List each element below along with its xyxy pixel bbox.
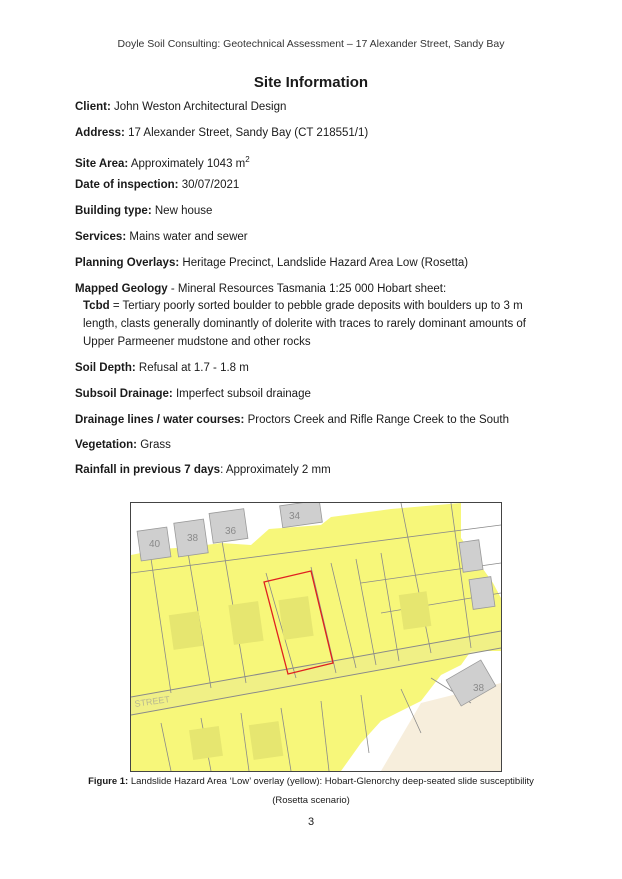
- field-value: New house: [154, 205, 213, 217]
- field-mapped-geology: [75, 281, 555, 298]
- field-label: Client:: [75, 101, 111, 113]
- field-client: [75, 99, 555, 116]
- field-water-courses: [75, 412, 555, 429]
- field-label: Soil Depth:: [75, 362, 136, 374]
- field-value: Grass: [140, 439, 171, 451]
- field-value: Approximately 1043 m: [130, 157, 246, 170]
- field-value: Proctors Creek and Rifle Range Creek to the South: [247, 414, 510, 426]
- field-soil-depth: [75, 360, 555, 377]
- lot-label: 38: [187, 533, 199, 544]
- lot-label: 38: [473, 683, 485, 694]
- field-label: Address:: [75, 127, 125, 139]
- field-value: - Mineral Resources Tasmania 1:25 000 Hobart sheet:: [167, 283, 447, 295]
- field-value: 17 Alexander Street, Sandy Bay (CT 218551/1): [128, 127, 369, 139]
- field-value: Imperfect subsoil drainage: [175, 388, 311, 400]
- field-value: 30/07/2021: [181, 179, 240, 191]
- field-label: Site Area:: [75, 157, 129, 170]
- field-vegetation: [75, 437, 555, 454]
- field-label: Drainage lines / water courses:: [75, 414, 245, 426]
- field-label: Planning Overlays:: [75, 257, 180, 269]
- field-rainfall: [75, 462, 555, 479]
- field-inspection: [75, 177, 555, 194]
- field-building-type: [75, 203, 555, 220]
- field-site-area: [75, 151, 555, 173]
- field-value: John Weston Architectural Design: [113, 101, 287, 113]
- map-graphic: [131, 503, 501, 771]
- field-value: Refusal at 1.7 - 1.8 m: [138, 362, 249, 374]
- field-superscript: 2: [245, 155, 250, 164]
- geology-detail: [83, 297, 553, 351]
- street-label: STREET: [133, 694, 171, 709]
- page-number: 3: [307, 816, 315, 828]
- figure-caption: [60, 772, 562, 810]
- field-label: Vegetation:: [75, 439, 137, 451]
- field-value: : Approximately 2 mm: [220, 464, 331, 476]
- page-title: Site Information: [253, 74, 369, 91]
- geology-description: = Tertiary poorly sorted boulder to pebble grade deposits with boulders up to 3 m length, clasts generally dominantly of dolerite with traces to rarely dominant amounts of Upper Parmeener mudstone and other rocks: [83, 300, 526, 348]
- field-label: Rainfall in previous 7 days: [75, 464, 221, 476]
- field-value: Heritage Precinct, Landslide Hazard Area Low (Rosetta): [182, 257, 469, 269]
- field-address: [75, 125, 555, 142]
- caption-line2: (Rosetta scenario): [272, 795, 350, 806]
- field-services: [75, 229, 555, 246]
- field-label: Services:: [75, 231, 127, 243]
- lot-label: 34: [289, 511, 301, 522]
- caption-label: Figure 1:: [88, 776, 129, 787]
- geology-code: Tcbd: [83, 300, 110, 312]
- field-label: Subsoil Drainage:: [75, 388, 173, 400]
- lot-label: 40: [149, 539, 161, 550]
- field-label: Mapped Geology: [75, 283, 168, 295]
- landslide-overlay-map: [130, 502, 502, 772]
- field-subsoil-drainage: [75, 386, 555, 403]
- field-value: Mains water and sewer: [129, 231, 248, 243]
- field-label: Building type:: [75, 205, 152, 217]
- field-label: Date of inspection:: [75, 179, 179, 191]
- caption-text: Landslide Hazard Area ‘Low’ overlay (yellow): Hobart-Glenorchy deep-seated slide susceptibility: [128, 776, 534, 787]
- field-planning-overlays: [75, 255, 555, 272]
- page-header: Doyle Soil Consulting: Geotechnical Assessment – 17 Alexander Street, Sandy Bay: [117, 38, 505, 50]
- lot-label: 36: [225, 526, 237, 537]
